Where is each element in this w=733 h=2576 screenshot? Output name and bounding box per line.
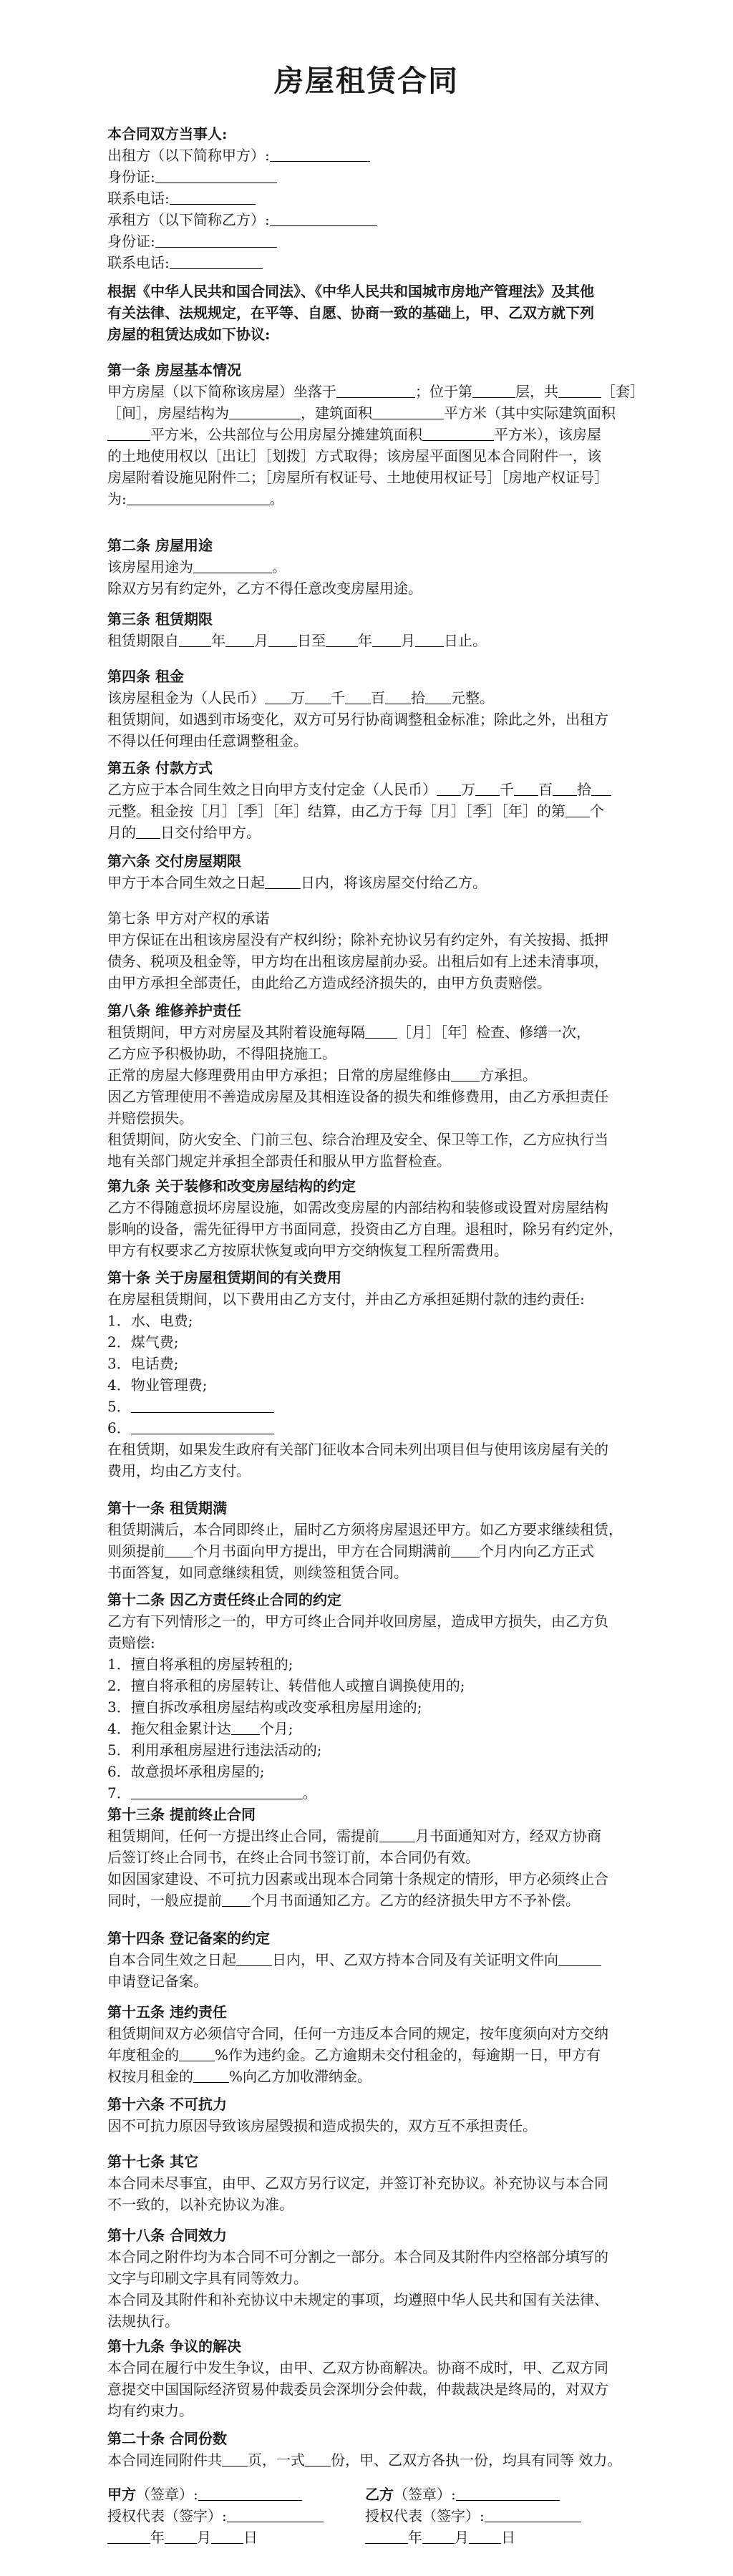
section-10 xyxy=(107,1267,626,1482)
text: 百 xyxy=(371,689,385,706)
text: 月的 xyxy=(107,824,136,841)
text: 后签订终止合同书，在终止合同书签订前，本合同仍有效。 xyxy=(107,1849,480,1866)
text: ［套］ xyxy=(601,383,644,400)
section-title: 第四条 租金 xyxy=(107,668,184,685)
text: 意提交中国国际经济贸易仲裁委员会深圳分会仲裁，仲裁裁决是终局的，对双方 xyxy=(107,2381,608,2398)
blank[interactable] xyxy=(591,781,611,796)
blank[interactable] xyxy=(231,1720,260,1735)
blank[interactable] xyxy=(107,2529,150,2544)
section-title: 第十八条 合同效力 xyxy=(107,2227,227,2244)
text: 不得以任何理由任意调整租金。 xyxy=(107,732,308,749)
text: 。 xyxy=(272,558,286,575)
party-a-label: 甲方 xyxy=(107,2486,136,2503)
party-b-seal-blank[interactable] xyxy=(456,2486,560,2501)
blank[interactable] xyxy=(268,632,297,647)
section-8 xyxy=(107,1000,626,1172)
text: 租赁期间双方必须信守合同，任何一方违反本合同的规定，按年度须向对方交纳 xyxy=(107,2025,608,2042)
text: 份，甲、乙双方各执一份，均具有同等 效力。 xyxy=(331,2451,622,2469)
blank[interactable] xyxy=(451,1066,480,1082)
list-item: 2．煤气费; xyxy=(107,1333,179,1351)
text: 本合同及其附件和补充协议中未规定的事项，均遵照中华人民共和国有关法律、 xyxy=(107,2291,608,2308)
list-item: 3．电话费; xyxy=(107,1355,179,1372)
section-title: 第七条 甲方对产权的承诺 xyxy=(107,910,270,927)
text: 则须提前 xyxy=(107,1542,165,1560)
blank[interactable] xyxy=(365,1024,397,1039)
blank[interactable] xyxy=(372,632,401,647)
text: 租赁期间，防火安全、门前三包、综合治理及安全、保卫等工作，乙方应执行当 xyxy=(107,1131,608,1148)
blank[interactable] xyxy=(131,1419,274,1434)
text: 甲方于本合同生效之日起 xyxy=(107,874,265,891)
text: 房屋附着设施见附件二；［房屋所有权证号、土地使用权证号］［房地产权证号］ xyxy=(107,469,608,486)
list-item: 6．故意损坏承租房屋的; xyxy=(107,1763,265,1780)
section-18 xyxy=(107,2225,626,2332)
section-title: 第六条 交付房屋期限 xyxy=(107,852,241,870)
lessee-id-blank[interactable] xyxy=(155,233,277,248)
text: ［间］，房屋结构为 xyxy=(107,404,229,422)
rep-label: 授权代表（签字）: xyxy=(107,2507,227,2524)
text: 乙方应予积极协助，不得阻挠施工。 xyxy=(107,1045,336,1062)
text: 千 xyxy=(500,781,514,798)
list-item: 2．擅自将承租的房屋转让、转借他人或擅自调换使用的; xyxy=(107,1677,465,1694)
text: 日内，甲、乙双方持本合同及有关证明文件向 xyxy=(272,1951,558,1968)
text: 万 xyxy=(291,689,305,706)
party-b-signature xyxy=(365,2484,581,2548)
blank[interactable] xyxy=(385,689,411,704)
lessee-id-label: 身份证: xyxy=(107,233,155,250)
party-a-signature xyxy=(107,2484,324,2548)
section-title: 第二条 房屋用途 xyxy=(107,537,213,554)
text: 在房屋租赁期间，以下费用由乙方支付，并由乙方承担延期付款的违约责任: xyxy=(107,1291,585,1308)
list-item: 6． xyxy=(107,1419,131,1437)
lessee-phone-label: 联系电话: xyxy=(107,254,170,271)
section-11 xyxy=(107,1497,626,1583)
lessee-label: 承租方（以下简称乙方）: xyxy=(107,211,270,228)
text: 。 xyxy=(302,1784,317,1802)
text: 甲方保证在出租该房屋没有产权纠纷；除补充协议另有约定外，有关按揭、抵押 xyxy=(107,931,608,948)
blank[interactable] xyxy=(553,781,577,796)
text: 的土地使用权以［出让］［划拨］方式取得；该房屋平面图见本合同附件一，该 xyxy=(107,447,601,465)
list-item: 5．利用承租房屋进行违法活动的; xyxy=(107,1741,322,1759)
blank[interactable] xyxy=(305,689,331,704)
text: 如因国家建设、不可抗力因素或出现本合同第十条规定的情形，甲方必须终止合 xyxy=(107,1870,608,1887)
blank[interactable] xyxy=(514,781,538,796)
text: 月书面通知对方，经双方协商 xyxy=(415,1827,601,1844)
text: 日内，将该房屋交付给乙方。 xyxy=(301,874,487,891)
text: 。 xyxy=(269,490,284,507)
text: 由甲方承担全部责任，由此给乙方造成经济损失的，由甲方负责赔偿。 xyxy=(107,974,551,991)
blank[interactable] xyxy=(475,781,500,796)
text: 平方米（其中实际建筑面积 xyxy=(444,404,616,422)
section-19 xyxy=(107,2336,626,2421)
list-item: 4．物业管理费; xyxy=(107,1376,208,1394)
text: 自本合同生效之日起 xyxy=(107,1951,236,1968)
text: 申请登记备案。 xyxy=(107,1973,208,1990)
blank[interactable] xyxy=(211,2529,243,2544)
text: ［月］［年］检查、修缮一次， xyxy=(397,1024,591,1041)
section-title: 第十九条 争议的解决 xyxy=(107,2338,241,2355)
text: 租赁期满后，本合同即终止，届时乙方须将房屋退还甲方。如乙方要求继续租赁， xyxy=(107,1521,623,1538)
text: 拾 xyxy=(577,781,591,798)
text: 个月; xyxy=(259,1720,293,1737)
list-item: 1．水、电费; xyxy=(107,1312,193,1329)
section-title: 第十条 关于房屋租赁期间的有关费用 xyxy=(107,1269,341,1286)
text: 年 xyxy=(358,632,372,649)
text: 乙方应于本合同生效之日向甲方支付定金（人民币） xyxy=(107,781,437,798)
text: 年度租金的 xyxy=(107,2046,179,2064)
text: 元整。 xyxy=(451,689,494,706)
section-title: 第十五条 违约责任 xyxy=(107,2003,227,2021)
text: 租赁期限自 xyxy=(107,632,179,649)
blank[interactable] xyxy=(193,2068,229,2083)
text: 在租赁期，如果发生政府有关部门征收本合同未列出项目但与使用该房屋有关的 xyxy=(107,1441,608,1458)
text: 因乙方管理使用不善造成房屋及其相连设备的损失和维修费用，由乙方承担责任 xyxy=(107,1088,608,1105)
section-5 xyxy=(107,757,626,843)
blank[interactable] xyxy=(222,2451,248,2466)
party-a-seal-blank[interactable] xyxy=(198,2486,302,2501)
text: 月 xyxy=(401,632,415,649)
blank[interactable] xyxy=(558,1951,601,1966)
blank[interactable] xyxy=(107,426,150,441)
party-b-rep-blank[interactable] xyxy=(485,2507,581,2522)
section-title: 第一条 房屋基本情况 xyxy=(107,361,241,379)
blank[interactable] xyxy=(265,874,301,889)
blank[interactable] xyxy=(179,2046,215,2061)
text: 不一致的，以补充协议为准。 xyxy=(107,2196,293,2213)
text: 日止。 xyxy=(444,632,487,649)
section-6 xyxy=(107,850,626,893)
text: 乙方不得随意损坏房屋设施，如需改变房屋的内部结构和装修或设置对房屋结构 xyxy=(107,1199,608,1216)
parties-header: 本合同双方当事人: xyxy=(107,125,228,142)
text: 年 xyxy=(408,2529,422,2546)
text: 日交付给甲方。 xyxy=(160,824,261,841)
lessor-phone-label: 联系电话: xyxy=(107,190,170,207)
list-item: 3．擅自拆改承租房屋结构或改变承租房屋用途的; xyxy=(107,1698,422,1716)
text: 甲方房屋（以下简称该房屋）坐落于 xyxy=(107,383,336,400)
preamble-line: 有关法律、法规规定，在平等、自愿、协商一致的基础上，甲、乙双方就下列 xyxy=(107,304,594,321)
lessor-blank[interactable] xyxy=(270,147,370,162)
blank[interactable] xyxy=(229,404,301,419)
text: 月 xyxy=(197,2529,211,2546)
blank[interactable] xyxy=(437,781,461,796)
text: 书面答复，如同意继续租赁，则续签租赁合同。 xyxy=(107,1564,408,1581)
text: 租赁期间，甲方对房屋及其附着设施每隔 xyxy=(107,1024,365,1041)
text: 租赁期间，如遇到市场变化，双方可另行协商调整租金标准；除此之外，出租方 xyxy=(107,711,608,728)
party-b-label: 乙方 xyxy=(365,2486,394,2503)
parties-block xyxy=(107,123,626,273)
section-title: 第十六条 不可抗力 xyxy=(107,2096,227,2113)
text: 均有约束力。 xyxy=(107,2402,193,2419)
preamble xyxy=(107,281,626,345)
section-20 xyxy=(107,2428,626,2471)
document-title: 房屋租赁合同 xyxy=(274,64,459,98)
section-12 xyxy=(107,1589,626,1804)
text: 个月书面通知乙方。乙方的经济损失甲方不予补偿。 xyxy=(251,1892,580,1909)
preamble-line: 根据《中华人民共和国合同法》、《中华人民共和国城市房地产管理法》及其他 xyxy=(107,283,594,300)
text: 租赁期间，任何一方提出终止合同，需提前 xyxy=(107,1827,379,1844)
blank[interactable] xyxy=(131,1398,274,1413)
text: 个 xyxy=(590,802,604,820)
blank[interactable] xyxy=(345,689,371,704)
blank[interactable] xyxy=(425,689,451,704)
text: 层，共 xyxy=(515,383,558,400)
section-title: 第十七条 其它 xyxy=(107,2153,198,2170)
text: 为: xyxy=(107,490,127,507)
blank[interactable] xyxy=(422,426,494,441)
section-title: 第十二条 因乙方责任终止合同的约定 xyxy=(107,1591,341,1608)
text: %作为违约金。乙方逾期未交付租金的，每逾期一日，甲方有 xyxy=(215,2046,601,2064)
blank[interactable] xyxy=(422,2529,455,2544)
text: 方承担。 xyxy=(480,1066,537,1084)
blank[interactable] xyxy=(415,632,444,647)
section-title: 第十四条 登记备案的约定 xyxy=(107,1930,270,1947)
text: 本合同之附件均为本合同不可分割之一部分。本合同及其附件内空格部分填写的 xyxy=(107,2248,608,2265)
section-4 xyxy=(107,666,626,752)
text: 同时，一般应提前 xyxy=(107,1892,222,1909)
party-a-rep-blank[interactable] xyxy=(227,2507,324,2522)
blank[interactable] xyxy=(179,632,211,647)
text: 千 xyxy=(331,689,345,706)
section-title: 第二十条 合同份数 xyxy=(107,2430,227,2447)
text: 百 xyxy=(538,781,553,798)
section-title: 第十一条 租赁期满 xyxy=(107,1500,227,1517)
blank[interactable] xyxy=(165,2529,197,2544)
text: 月 xyxy=(455,2529,469,2546)
section-9 xyxy=(107,1175,626,1261)
lessor-id-label: 身份证: xyxy=(107,168,155,185)
text: 月 xyxy=(254,632,268,649)
blank[interactable] xyxy=(336,383,415,398)
section-15 xyxy=(107,2001,626,2087)
section-title: 第八条 维修养护责任 xyxy=(107,1002,241,1019)
section-title: 第九条 关于装修和改变房屋结构的约定 xyxy=(107,1177,356,1195)
section-1 xyxy=(107,359,644,510)
blank[interactable] xyxy=(565,802,590,817)
text: 该房屋租金为（人民币） xyxy=(107,689,265,706)
preamble-line: 房屋的租赁达成如下协议: xyxy=(107,326,271,343)
text: 地有关部门规定并承担全部责任和服从甲方监督检查。 xyxy=(107,1152,451,1170)
text: 本合同连同附件共 xyxy=(107,2451,222,2469)
lessor-phone-blank[interactable] xyxy=(170,190,256,205)
lessor-label: 出租方（以下简称甲方）: xyxy=(107,147,270,164)
blank[interactable] xyxy=(131,1784,303,1799)
section-title: 第三条 租赁期限 xyxy=(107,611,213,628)
blank[interactable] xyxy=(326,632,358,647)
blank[interactable] xyxy=(265,689,291,704)
text: 平方米，公共部位与公用房屋分摊建筑面积 xyxy=(150,426,422,443)
text: 日至 xyxy=(297,632,326,649)
lessor-id-blank[interactable] xyxy=(155,168,277,183)
blank[interactable] xyxy=(451,1542,480,1557)
list-item: 7． xyxy=(107,1784,131,1802)
text: 因不可抗力原因导致该房屋毁损和造成损失的，双方互不承担责任。 xyxy=(107,2117,537,2134)
list-item: 5． xyxy=(107,1398,131,1415)
blank[interactable] xyxy=(558,383,601,398)
text: 本合同在履行中发生争议，由甲、乙双方协商解决。协商不成时，甲、乙双方同 xyxy=(107,2359,608,2376)
lessee-blank[interactable] xyxy=(270,211,377,226)
section-16 xyxy=(107,2094,626,2137)
seal-label: （签章）: xyxy=(136,2486,198,2503)
text: 权按月租金的 xyxy=(107,2068,193,2085)
list-item: 1．擅自将承租的房屋转租的; xyxy=(107,1656,293,1673)
blank[interactable] xyxy=(165,1542,193,1557)
seal-label: （签章）: xyxy=(394,2486,456,2503)
text: 乙方有下列情形之一的，甲方可终止合同并收回房屋，造成甲方损失，由乙方负 xyxy=(107,1613,608,1630)
blank[interactable] xyxy=(236,1951,272,1966)
text: 平方米），该房屋 xyxy=(494,426,601,443)
section-title: 第五条 付款方式 xyxy=(107,759,213,777)
text: 并赔偿损失。 xyxy=(107,1109,193,1127)
blank[interactable] xyxy=(305,2451,331,2466)
section-title: 第十三条 提前终止合同 xyxy=(107,1806,256,1823)
blank[interactable] xyxy=(225,632,254,647)
blank[interactable] xyxy=(472,383,515,398)
section-13 xyxy=(107,1804,626,1911)
text: 拾 xyxy=(411,689,425,706)
text: 日 xyxy=(243,2529,258,2546)
blank[interactable] xyxy=(193,558,272,573)
text: 个月内向乙方正式 xyxy=(480,1542,594,1560)
text: 影响的设备，需先征得甲方书面同意，投资由乙方自理。退租时，除另有约定外， xyxy=(107,1220,623,1238)
list-item: 4．拖欠租金累计达 xyxy=(107,1720,231,1737)
lessee-phone-blank[interactable] xyxy=(170,254,263,269)
text: 除双方另有约定外，乙方不得任意改变房屋用途。 xyxy=(107,580,422,597)
blank[interactable] xyxy=(379,1827,415,1842)
text: 正常的房屋大修理费用由甲方承担；日常的房屋维修由 xyxy=(107,1066,451,1084)
blank[interactable] xyxy=(136,824,160,839)
text: 法规执行。 xyxy=(107,2313,179,2330)
text: 费用，均由乙方支付。 xyxy=(107,1462,251,1479)
text: 日 xyxy=(501,2529,515,2546)
text: 该房屋用途为 xyxy=(107,558,193,575)
blank[interactable] xyxy=(222,1892,251,1907)
text: 万 xyxy=(461,781,475,798)
text: 页，一式 xyxy=(248,2451,305,2469)
text: ；位于第 xyxy=(415,383,472,400)
text: %向乙方加收滞纳金。 xyxy=(229,2068,372,2085)
text: 元整。租金按［月］［季］［年］结算，由乙方于每［月］［季］［年］的第 xyxy=(107,802,565,820)
text: 年 xyxy=(150,2529,165,2546)
text: 年 xyxy=(211,632,225,649)
section-17 xyxy=(107,2151,626,2215)
text: 个月书面向甲方提出，甲方在合同期满前 xyxy=(193,1542,451,1560)
text: ，建筑面积 xyxy=(301,404,372,422)
text: 责赔偿: xyxy=(107,1634,155,1651)
text: 甲方有权要求乙方按原状恢复或向甲方交纳恢复工程所需费用。 xyxy=(107,1242,508,1259)
text: 债务、税项及租金等，甲方均在出租该房屋前办妥。出租后如有上述未清事项， xyxy=(107,953,608,970)
section-2 xyxy=(107,535,626,599)
blank[interactable] xyxy=(365,2529,408,2544)
blank[interactable] xyxy=(372,404,444,419)
text: 本合同未尽事宜，由甲、乙双方另行议定，并签订补充协议。补充协议与本合同 xyxy=(107,2174,608,2192)
section-3 xyxy=(107,608,626,651)
blank[interactable] xyxy=(469,2529,501,2544)
blank[interactable] xyxy=(127,490,270,505)
rep-label: 授权代表（签字）: xyxy=(365,2507,485,2524)
section-14 xyxy=(107,1928,626,1992)
section-7 xyxy=(107,908,626,993)
text: 文字与印刷文字具有同等效力。 xyxy=(107,2270,308,2287)
